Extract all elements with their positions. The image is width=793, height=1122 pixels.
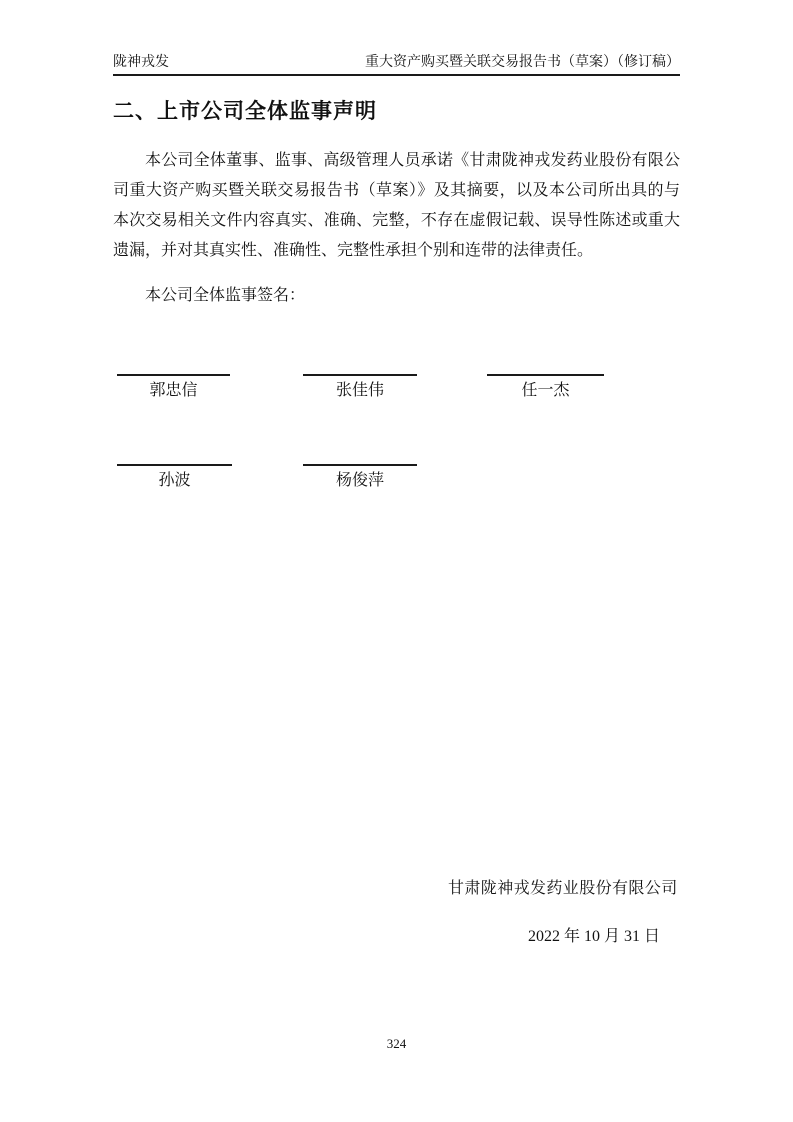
signer-name: 郭忠信 <box>149 382 198 399</box>
signer-name: 杨俊萍 <box>335 472 384 489</box>
page-header <box>113 53 680 76</box>
declaration-paragraph: 本公司全体董事、监事、高级管理人员承诺《甘肃陇神戎发药业股份有限公司重大资产购买暨关联交易报告书（草案）》及其摘要，以及本公司所出具的与本次交易相关文件内容真实、准确、完整，不存在虚假记载、误导性陈述或重大遗漏，并对其真实性、准确性、完整性承担个别和连带的法律责任。 <box>113 152 680 259</box>
signer-name: 张佳伟 <box>335 382 384 399</box>
header-doc-short-title: 陇神戎发 <box>113 55 169 70</box>
signature-block <box>303 464 417 491</box>
signature-block <box>303 374 417 401</box>
signer-name: 孙波 <box>158 472 191 489</box>
closing-company-name: 甘肃陇神戎发药业股份有限公司 <box>448 880 678 897</box>
signature-block <box>117 374 230 401</box>
header-doc-full-title: 重大资产购买暨关联交易报告书（草案）（修订稿） <box>365 55 680 70</box>
section-title: 二、上市公司全体监事声明 <box>113 100 377 123</box>
signature-block <box>117 464 232 491</box>
signature-block <box>487 374 604 401</box>
signer-name: 任一杰 <box>521 382 570 399</box>
signature-label: 本公司全体监事签名： <box>145 287 306 304</box>
closing-date: 2022 年 10 月 31 日 <box>528 928 661 945</box>
page-number: 324 <box>386 1036 407 1051</box>
